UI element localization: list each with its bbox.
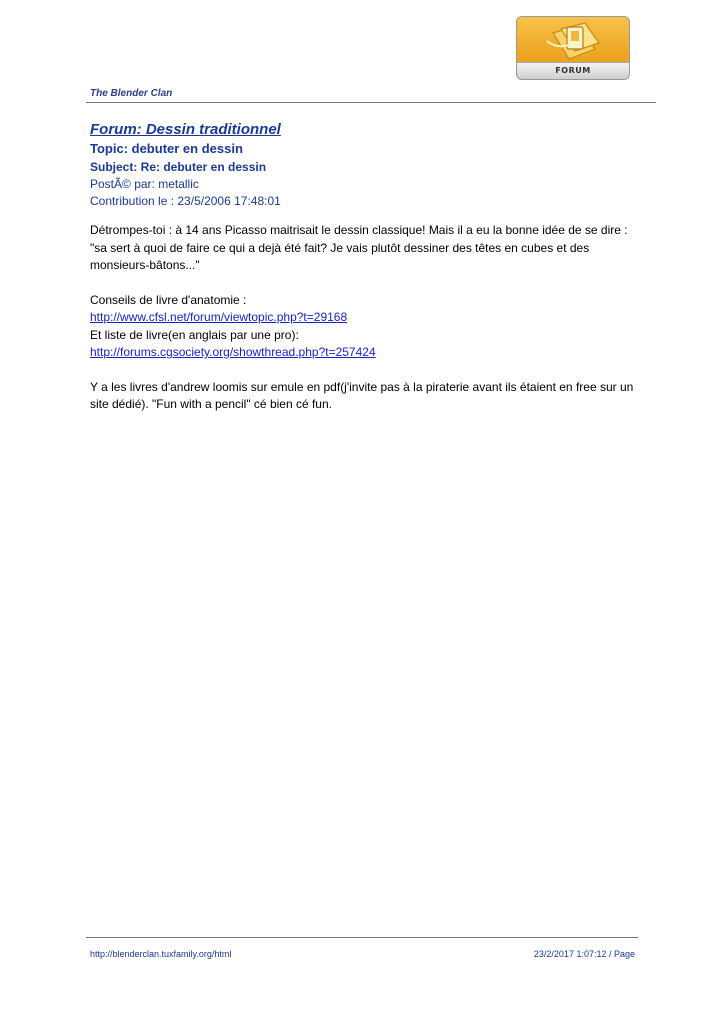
contribution-date: Contribution le : 23/5/2006 17:48:01 xyxy=(90,194,281,208)
header-divider xyxy=(86,102,656,103)
post-header xyxy=(90,120,281,210)
body-paragraph-3: Y a les livres d'andrew loomis sur emule en pdf(j'invite pas à la piraterie avant ils étaient en free sur un site dédié). "Fun with a pencil" cé bien cé fun. xyxy=(90,379,634,411)
topic-title: Topic: debuter en dessin xyxy=(90,141,243,156)
footer-timestamp: 23/2/2017 1:07:12 / Page xyxy=(533,949,635,959)
forum-logo-label: FORUM xyxy=(517,62,629,79)
site-title: The Blender Clan xyxy=(90,88,173,99)
subject-title: Subject: Re: debuter en dessin xyxy=(90,160,267,174)
posted-by: PostÃ© par: metallic xyxy=(90,177,199,191)
body-paragraph-2 xyxy=(90,292,645,362)
forum-folders-icon xyxy=(539,19,609,67)
forum-title-link[interactable]: Forum: Dessin traditionnel xyxy=(90,121,281,138)
english-books-label: Et liste de livre(en anglais par une pro): xyxy=(90,327,299,342)
forum-logo xyxy=(516,16,630,80)
anatomy-books-label: Conseils de livre d'anatomie : xyxy=(90,292,247,307)
body-paragraph-1: Détrompes-toi : à 14 ans Picasso maitrisait le dessin classique! Mais il a eu la bonne idée de se dire : "sa sert à quoi de faire ce qui a dejà été fait? Je vais plutôt dessiner des têtes en cubes et des monsieurs-bâtons..." xyxy=(90,223,628,272)
footer-divider xyxy=(86,937,638,938)
post-body xyxy=(90,222,645,431)
english-books-link[interactable]: http://forums.cgsociety.org/showthread.php?t=257424 xyxy=(90,345,376,359)
anatomy-books-link[interactable]: http://www.cfsl.net/forum/viewtopic.php?t=29168 xyxy=(90,310,348,324)
footer-url: http://blenderclan.tuxfamily.org/html xyxy=(90,949,232,959)
